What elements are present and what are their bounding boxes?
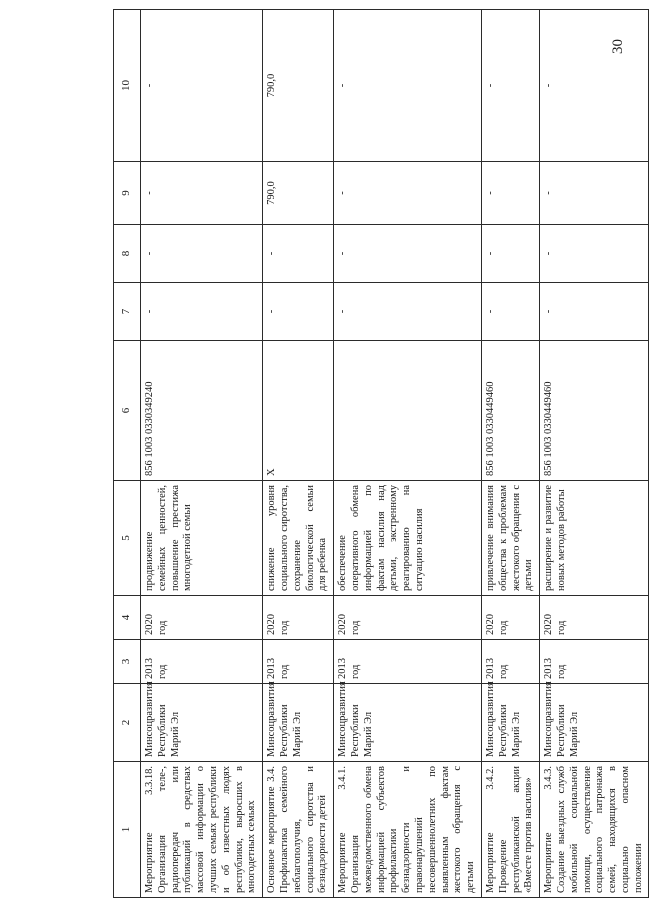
- start-year: 2013 год: [263, 640, 334, 684]
- col-header-9: 9: [114, 162, 141, 225]
- col-header-5: 5: [114, 481, 141, 596]
- value-col7: -: [141, 283, 263, 341]
- col-header-1: 1: [114, 762, 141, 898]
- start-year: 2013 год: [481, 640, 539, 684]
- value-col9: -: [334, 162, 482, 225]
- value-col7: -: [540, 283, 649, 341]
- expected-result: обеспечение оперативного обмена информацией по фактам насилия над детьми, экстренному реагированию на ситуацию насилия: [334, 481, 482, 596]
- rotated-table-sheet: [113, 10, 644, 898]
- budget-code: [334, 341, 482, 481]
- budget-code: 856 1003 0330449460: [540, 341, 649, 481]
- budget-code: 856 1003 0330349240: [141, 341, 263, 481]
- value-col10: -: [481, 10, 539, 162]
- activity-name: Мероприятие 3.3.18. Организация теле-, радиопередач или публикаций в средствах массовой информации о лучших семьях республики и об известных людях республики, выросших в многодетных семьях: [141, 762, 263, 898]
- table-row: [481, 10, 539, 898]
- value-col8: -: [481, 225, 539, 283]
- col-header-7: 7: [114, 283, 141, 341]
- expected-result: продвижение семейных ценностей, повышение престижа многодетной семьи: [141, 481, 263, 596]
- expected-result: расширение и развитие новых методов работы: [540, 481, 649, 596]
- table-row: [540, 10, 649, 898]
- table-row: [263, 10, 334, 898]
- executor: Минсоцразвития Республики Марий Эл: [263, 684, 334, 762]
- activity-name: Мероприятие 3.4.1. Организация межведомственного обмена информацией субъектов профилактики безнадзорности и правонарушений несовершеннолетних по выявленным фактам жестокого обращения с детьми: [334, 762, 482, 898]
- value-col8: -: [141, 225, 263, 283]
- program-activities-table: [113, 9, 649, 898]
- page-number: 30: [610, 39, 626, 54]
- value-col10: -: [540, 10, 649, 162]
- end-year: 2020 год: [481, 596, 539, 640]
- table-row: [334, 10, 482, 898]
- expected-result: снижение уровня социального сиротства, сохранение биологической семьи для ребенка: [263, 481, 334, 596]
- expected-result: привлечение внимания общества к проблемам жестокого обращения с детьми: [481, 481, 539, 596]
- executor: Минсоцразвития Республики Марий Эл: [334, 684, 482, 762]
- col-header-2: 2: [114, 684, 141, 762]
- executor: Минсоцразвития Республики Марий Эл: [540, 684, 649, 762]
- col-header-6: 6: [114, 341, 141, 481]
- value-col8: -: [263, 225, 334, 283]
- activity-name: Мероприятие 3.4.3. Создание выездных служб мобильной социальной помощи, осуществление социального патронажа семей, находящихся в социально опасном положении: [540, 762, 649, 898]
- activity-name: Основное мероприятие 3.4. Профилактика семейного неблагополучия, социального сиротства и безнадзорности детей: [263, 762, 334, 898]
- start-year: 2013 год: [141, 640, 263, 684]
- start-year: 2013 год: [540, 640, 649, 684]
- end-year: 2020 год: [334, 596, 482, 640]
- value-col9: -: [141, 162, 263, 225]
- budget-code: 856 1003 0330449460: [481, 341, 539, 481]
- col-header-10: 10: [114, 10, 141, 162]
- col-header-3: 3: [114, 640, 141, 684]
- header-row: [114, 10, 141, 898]
- value-col10: 790,0: [263, 10, 334, 162]
- value-col9: 790,0: [263, 162, 334, 225]
- value-col8: -: [334, 225, 482, 283]
- value-col7: -: [263, 283, 334, 341]
- value-col9: -: [481, 162, 539, 225]
- value-col10: -: [141, 10, 263, 162]
- value-col9: -: [540, 162, 649, 225]
- col-header-4: 4: [114, 596, 141, 640]
- col-header-8: 8: [114, 225, 141, 283]
- executor: Минсоцразвития Республики Марий Эл: [141, 684, 263, 762]
- value-col7: -: [481, 283, 539, 341]
- table-row: [141, 10, 263, 898]
- value-col8: -: [540, 225, 649, 283]
- end-year: 2020 год: [263, 596, 334, 640]
- end-year: 2020 год: [540, 596, 649, 640]
- executor: Минсоцразвития Республики Марий Эл: [481, 684, 539, 762]
- activity-name: Мероприятие 3.4.2. Проведение республиканской акции «Вместе против насилия»: [481, 762, 539, 898]
- budget-code: Х: [263, 341, 334, 481]
- end-year: 2020 год: [141, 596, 263, 640]
- start-year: 2013 год: [334, 640, 482, 684]
- value-col10: -: [334, 10, 482, 162]
- value-col7: -: [334, 283, 482, 341]
